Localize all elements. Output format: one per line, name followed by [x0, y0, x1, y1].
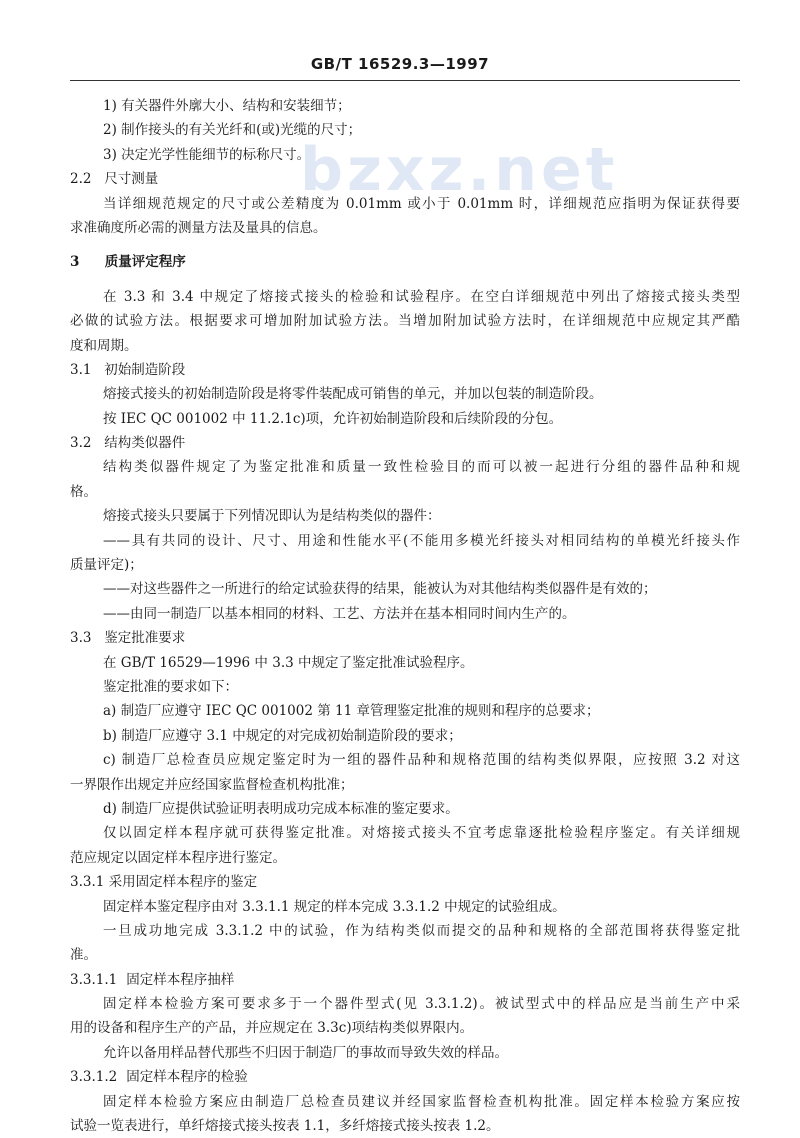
- section-title: 质量评定程序: [104, 254, 186, 271]
- section-title: 固定样本程序抽样: [126, 971, 235, 988]
- list-item: d) 制造厂应提供试验证明表明成功完成本标准的鉴定要求。: [103, 800, 459, 817]
- paragraph-line: 在 GB/T 16529—1996 中 3.3 中规定了鉴定批准试验程序。: [103, 654, 474, 671]
- paragraph-line: 一界限作出规定并应经国家监督检查机构批准；: [70, 776, 354, 793]
- paragraph-line: 范应规定以固定样本程序进行鉴定。: [70, 849, 286, 866]
- list-item: a) 制造厂应遵守 IEC QC 001002 第 11 章管理鉴定批准的规则和程序的总要求；: [103, 703, 600, 720]
- paragraph-line: 一旦成功地完成 3.3.1.2 中的试验，作为结构类似而提交的品种和规格的全部范围将获得鉴定批: [103, 922, 740, 939]
- paragraph-line: 格。: [70, 483, 97, 500]
- paragraph-line: 按 IEC QC 001002 中 11.2.1c)项，允许初始制造阶段和后续阶段的分包。: [103, 410, 563, 427]
- section-heading-3-2: [70, 431, 740, 455]
- document-code-header: GB/T 16529.3—1997: [310, 55, 490, 73]
- paragraph-line: 鉴定批准的要求如下：: [103, 678, 238, 695]
- paragraph-line: 允许以备用样品替代那些不归因于制造厂的事故而导致失效的样品。: [103, 1044, 508, 1061]
- section-title: 鉴定批准要求: [104, 630, 186, 647]
- section-title: 采用固定样本程序的鉴定: [108, 874, 258, 891]
- list-item: c) 制造厂总检查员应规定鉴定时为一组的器件品种和规格范围的结构类似界限，应按照 3.2 对这: [103, 752, 740, 769]
- paragraph-line: 质量评定)；: [70, 557, 143, 574]
- paragraph-line: 熔接式接头的初始制造阶段是将零件装配成可销售的单元，并加以包装的制造阶段。: [103, 386, 603, 403]
- document-body: [70, 94, 740, 1138]
- list-item: b) 制造厂应遵守 3.1 中规定的对完成初始制造阶段的要求；: [103, 727, 462, 744]
- section-heading-2-2: [70, 167, 740, 191]
- list-item: ——具有共同的设计、尺寸、用途和性能水平(不能用多模光纤接头对相同结构的单模光纤接头作: [103, 532, 740, 549]
- section-number: 3.3.1: [70, 874, 105, 891]
- paragraph-line: 用的设备和程序生产的产品，并应规定在 3.3c)项结构类似界限内。: [70, 1020, 474, 1037]
- section-heading-3-3-1-2: [70, 1065, 740, 1089]
- section-title: 尺寸测量: [104, 171, 159, 188]
- section-number: 3.3.1.2: [70, 1069, 118, 1086]
- paragraph-line: 固定样本检验方案可要求多于一个器件型式(见 3.3.1.2)。被试型式中的样品应是当前生产中采: [103, 996, 740, 1013]
- section-heading-3-3-1: [70, 870, 740, 894]
- paragraph-line: 熔接式接头只要属于下列情况即认为是结构类似的器件：: [103, 508, 441, 525]
- section-number: 3: [70, 254, 80, 271]
- list-item: ——由同一制造厂以基本相同的材料、工艺、方法并在基本相同时间内生产的。: [103, 605, 576, 622]
- list-item: 3) 决定光学性能细节的标称尺寸。: [103, 146, 311, 163]
- paragraph-line: 在 3.3 和 3.4 中规定了熔接式接头的检验和试验程序。在空白详细规范中列出了熔接式接头类型: [103, 288, 740, 305]
- section-heading-3: [70, 250, 740, 274]
- section-title: 固定样本程序的检验: [126, 1069, 248, 1086]
- watermark: bzxz.net: [300, 135, 619, 205]
- paragraph-line: 固定样本检验方案应由制造厂总检查员建议并经国家监督检查机构批准。固定样本检验方案应按: [103, 1093, 740, 1110]
- paragraph-line: 必做的试验方法。根据要求可增加附加试验方法。当增加附加试验方法时，在详细规范中应规定其严酷: [70, 313, 740, 330]
- paragraph-line: 试验一览表进行，单纤熔接式接头按表 1.1，多纤熔接式接头按表 1.2。: [70, 1118, 500, 1135]
- paragraph-line: 仅以固定样本程序就可获得鉴定批准。对熔接式接头不宜考虑靠逐批检验程序鉴定。有关详细规: [103, 825, 740, 842]
- section-number: 2.2: [70, 171, 92, 188]
- section-title: 初始制造阶段: [104, 361, 186, 378]
- header-rule: [70, 80, 740, 81]
- paragraph-line: 当详细规范规定的尺寸或公差精度为 0.01mm 或小于 0.01mm 时，详细规范应指明为保证获得要: [103, 195, 740, 212]
- section-number: 3.1: [70, 361, 92, 378]
- paragraph-line: 求准确度所必需的测量方法及量具的信息。: [70, 219, 327, 236]
- section-number: 3.2: [70, 435, 92, 452]
- paragraph-line: 固定样本鉴定程序由对 3.3.1.1 规定的样本完成 3.3.1.2 中规定的试验组成。: [103, 898, 566, 915]
- paragraph-line: 结构类似器件规定了为鉴定批准和质量一致性检验目的而可以被一起进行分组的器件品种和规: [103, 459, 740, 476]
- section-heading-3-1: [70, 358, 740, 382]
- list-item: ——对这些器件之一所进行的给定试验获得的结果，能被认为对其他结构类似器件是有效的；: [103, 581, 657, 598]
- section-number: 3.3: [70, 630, 92, 647]
- list-item: 2) 制作接头的有关光纤和(或)光缆的尺寸；: [103, 122, 362, 139]
- section-title: 结构类似器件: [104, 435, 186, 452]
- section-number: 3.3.1.1: [70, 971, 118, 988]
- list-item: 1) 有关器件外廓大小、结构和安装细节；: [103, 98, 351, 114]
- paragraph-line: 准。: [70, 947, 97, 964]
- section-heading-3-3-1-1: [70, 968, 740, 992]
- section-heading-3-3: [70, 626, 740, 650]
- paragraph-line: 度和周期。: [70, 337, 138, 354]
